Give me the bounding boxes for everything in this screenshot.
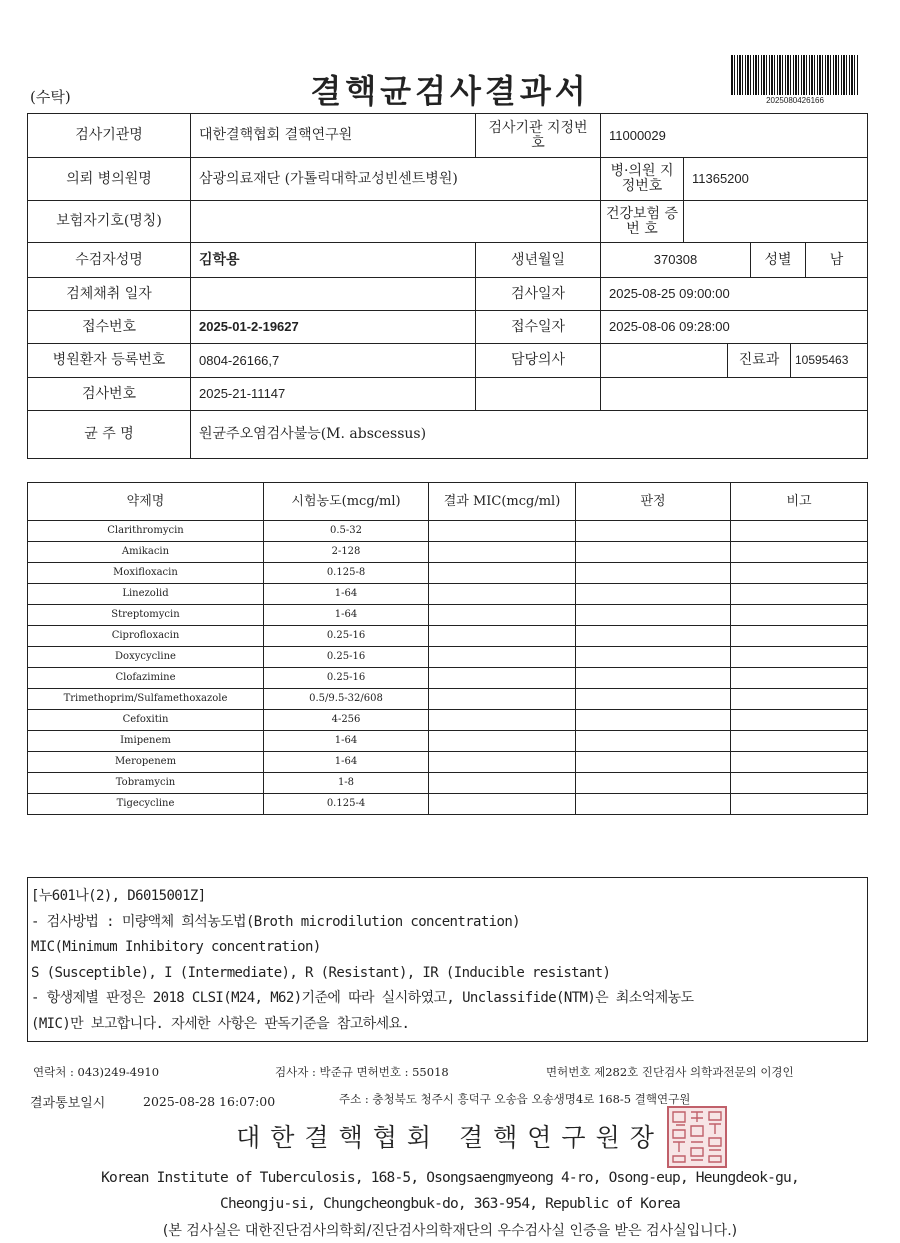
test-range: 0.25-16 [264, 647, 429, 668]
address: 주소 : 충청북도 청주시 흥덕구 오송읍 오송생명4로 168-5 결핵연구원 [339, 1092, 691, 1106]
barcode-number: 2025080426166 [766, 96, 824, 105]
drug-name: Moxifloxacin [28, 563, 264, 584]
drug-name: Streptomycin [28, 605, 264, 626]
hospital-id: 11365200 [684, 158, 868, 201]
mic-result [429, 584, 576, 605]
sex-label: 성별 [751, 243, 806, 278]
tester: 검사자 : 박준규 면허번호 : 55018 [275, 1065, 449, 1079]
test-range: 1-8 [264, 773, 429, 794]
header-concentration: 시험농도(mcg/ml) [264, 483, 429, 521]
sex: 남 [806, 243, 868, 278]
table-row [28, 773, 868, 794]
table-row [28, 752, 868, 773]
barcode [731, 55, 859, 95]
test-range: 1-64 [264, 752, 429, 773]
remarks [731, 542, 868, 563]
drug-name: Trimethoprim/Sulfamethoxazole [28, 689, 264, 710]
mic-result [429, 647, 576, 668]
drug-name: Tigecycline [28, 794, 264, 815]
test-range: 1-64 [264, 605, 429, 626]
notes-box [27, 877, 868, 1042]
hospital-id-label: 병·의원 지정번호 [601, 158, 684, 201]
interpretation [576, 521, 731, 542]
lab-id: 11000029 [601, 114, 868, 158]
patient-name: 김학용 [191, 243, 476, 278]
table-row [28, 689, 868, 710]
english-address-line1: Korean Institute of Tuberculosis, 168-5, Osongsaengmyeong 4-ro, Osong-eup, Heungdeok-gu, [101, 1170, 799, 1186]
table-row [28, 584, 868, 605]
doctor [601, 344, 728, 378]
mic-result [429, 542, 576, 563]
drug-name: Cefoxitin [28, 710, 264, 731]
specialist: 면허번호 제282호 진단검사 의학과전문의 이경인 [546, 1065, 794, 1079]
insurer-label: 보험자기호(명칭) [28, 201, 191, 243]
lab-id-label: 검사기관 지정번호 [476, 114, 601, 158]
receipt-no-label: 접수번호 [28, 311, 191, 344]
remarks [731, 752, 868, 773]
note-line: MIC(Minimum Inhibitory concentration) [31, 939, 321, 955]
test-range: 0.25-16 [264, 626, 429, 647]
remarks [731, 710, 868, 731]
header-result: 결과 MIC(mcg/ml) [429, 483, 576, 521]
official-seal [667, 1106, 727, 1168]
mic-result [429, 668, 576, 689]
empty-cell [601, 378, 868, 411]
table-row [28, 605, 868, 626]
remarks [731, 647, 868, 668]
remarks [731, 563, 868, 584]
drug-susceptibility-table [27, 482, 868, 815]
drug-name: Clofazimine [28, 668, 264, 689]
remarks [731, 605, 868, 626]
certification-note: (본 검사실은 대한진단검사의학회/진단검사의학재단의 우수검사실 인증을 받은 검사실입니다.) [162, 1223, 738, 1239]
interpretation [576, 752, 731, 773]
note-line: (MIC)만 보고합니다. 자세한 사항은 판독기준을 참고하세요. [31, 1015, 410, 1032]
receipt-date: 2025-08-06 09:28:00 [601, 311, 868, 344]
interpretation [576, 542, 731, 563]
remarks [731, 626, 868, 647]
drug-name: Amikacin [28, 542, 264, 563]
test-range: 0.125-4 [264, 794, 429, 815]
remarks [731, 773, 868, 794]
hospital: 삼광의료재단 (가톨릭대학교성빈센트병원) [191, 158, 601, 201]
test-range: 1-64 [264, 584, 429, 605]
table-row [28, 731, 868, 752]
mic-result [429, 605, 576, 626]
test-range: 4-256 [264, 710, 429, 731]
remarks [731, 794, 868, 815]
test-range: 0.5-32 [264, 521, 429, 542]
collection-label: 검체채취 일자 [28, 278, 191, 311]
drug-name: Meropenem [28, 752, 264, 773]
interpretation [576, 731, 731, 752]
receipt-date-label: 접수일자 [476, 311, 601, 344]
species: 원균주오염검사불능(M. abscessus) [191, 411, 868, 459]
test-no-label: 검사번호 [28, 378, 191, 411]
drug-name: Doxycycline [28, 647, 264, 668]
patient-reg-label: 병원환자 등록번호 [28, 344, 191, 378]
dept: 10595463 [791, 344, 868, 378]
report-label: 결과통보일시 [30, 1096, 106, 1111]
patient-info-table [27, 113, 868, 459]
lab-name: 대한결핵협회 결핵연구원 [191, 114, 476, 158]
empty-cell [476, 378, 601, 411]
interpretation [576, 647, 731, 668]
doctor-label: 담당의사 [476, 344, 601, 378]
mic-result [429, 710, 576, 731]
table-row [28, 647, 868, 668]
remarks [731, 731, 868, 752]
report-time: 2025-08-28 16:07:00 [143, 1094, 276, 1109]
interpretation [576, 773, 731, 794]
table-row [28, 794, 868, 815]
note-line: - 검사방법 : 미량액체 희석농도법(Broth microdilution concentration) [31, 913, 520, 930]
note-line: [누601나(2), D6015001Z] [31, 888, 206, 904]
interpretation [576, 563, 731, 584]
header-drug: 약제명 [28, 483, 264, 521]
table-row [28, 710, 868, 731]
hospital-label: 의뢰 병의원명 [28, 158, 191, 201]
header-remarks: 비고 [731, 483, 868, 521]
header-interpretation: 판정 [576, 483, 731, 521]
mic-result [429, 563, 576, 584]
mic-result [429, 752, 576, 773]
table-row [28, 668, 868, 689]
interpretation [576, 794, 731, 815]
interpretation [576, 626, 731, 647]
remarks [731, 584, 868, 605]
drug-name: Clarithromycin [28, 521, 264, 542]
interpretation [576, 605, 731, 626]
interpretation [576, 668, 731, 689]
test-range: 0.25-16 [264, 668, 429, 689]
test-date-label: 검사일자 [476, 278, 601, 311]
interpretation [576, 710, 731, 731]
document-title: 결핵균검사결과서 [310, 72, 590, 110]
table-row [28, 542, 868, 563]
drug-name: Linezolid [28, 584, 264, 605]
interpretation [576, 689, 731, 710]
table-row [28, 563, 868, 584]
test-date: 2025-08-25 09:00:00 [601, 278, 868, 311]
species-label: 균 주 명 [28, 411, 191, 459]
insurance-no [684, 201, 868, 243]
note-line: - 항생제별 판정은 2018 CLSI(M24, M62)기준에 따라 실시하였고, Unclassifide(NTM)은 최소억제농도 [31, 990, 694, 1006]
test-no: 2025-21-11147 [191, 378, 476, 411]
remarks [731, 521, 868, 542]
patient-reg: 0804-26166,7 [191, 344, 476, 378]
table-row [28, 626, 868, 647]
test-range: 0.5/9.5-32/608 [264, 689, 429, 710]
mic-result [429, 794, 576, 815]
interpretation [576, 584, 731, 605]
drug-name: Tobramycin [28, 773, 264, 794]
insurer [191, 201, 601, 243]
director-title: 대한결핵협회 결핵연구원장 [236, 1123, 664, 1152]
mic-result [429, 689, 576, 710]
insurance-no-label: 건강보험 증 번 호 [601, 201, 684, 243]
test-range: 2-128 [264, 542, 429, 563]
collection-date [191, 278, 476, 311]
english-address-line2: Cheongju-si, Chungcheongbuk-do, 363-954, Republic of Korea [220, 1196, 680, 1212]
test-range: 1-64 [264, 731, 429, 752]
note-line: S (Susceptible), I (Intermediate), R (Resistant), IR (Inducible resistant) [31, 964, 611, 981]
drug-name: Imipenem [28, 731, 264, 752]
consignment-label: (수탁) [30, 88, 71, 106]
receipt-no: 2025-01-2-19627 [191, 311, 476, 344]
birth-label: 생년월일 [476, 243, 601, 278]
lab-name-label: 검사기관명 [28, 114, 191, 158]
remarks [731, 689, 868, 710]
birth-date: 370308 [601, 243, 751, 278]
remarks [731, 668, 868, 689]
contact: 연락처 : 043)249-4910 [33, 1065, 160, 1079]
mic-result [429, 731, 576, 752]
patient-label: 수검자성명 [28, 243, 191, 278]
drug-name: Ciprofloxacin [28, 626, 264, 647]
mic-result [429, 626, 576, 647]
dept-label: 진료과 [728, 344, 791, 378]
mic-result [429, 521, 576, 542]
table-row [28, 521, 868, 542]
test-range: 0.125-8 [264, 563, 429, 584]
mic-result [429, 773, 576, 794]
